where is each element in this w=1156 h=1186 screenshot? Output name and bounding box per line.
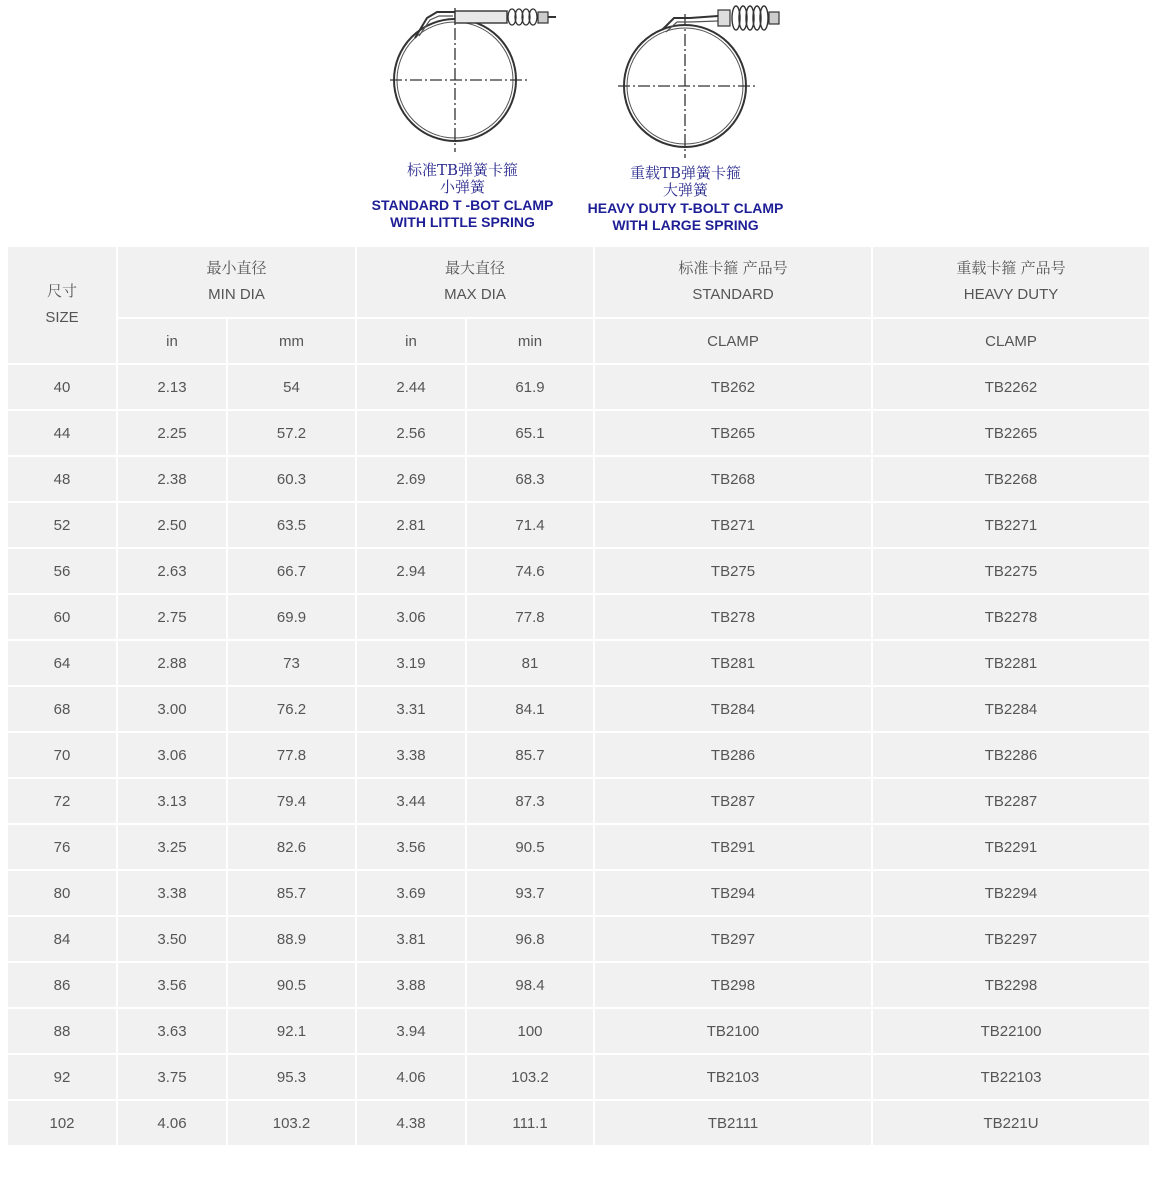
max-in-cell: 3.06 — [356, 594, 466, 640]
table-row — [7, 502, 1150, 548]
heavy-duty-clamp-header: 重载卡箍 产品号 HEAVY DUTY — [872, 246, 1150, 318]
standard-part-cell: TB291 — [594, 824, 872, 870]
min-mm-cell: 57.2 — [227, 410, 356, 456]
min-in-cell: 3.63 — [117, 1008, 227, 1054]
min-mm-cell: 88.9 — [227, 916, 356, 962]
min-in-cell: 3.38 — [117, 870, 227, 916]
max-mm-cell: 111.1 — [466, 1100, 594, 1146]
max-mm-cell: 68.3 — [466, 456, 594, 502]
max-mm-cell: 71.4 — [466, 502, 594, 548]
max-in-cell: 2.69 — [356, 456, 466, 502]
table-row — [7, 548, 1150, 594]
min-mm-cell: 73 — [227, 640, 356, 686]
max-mm-cell: 93.7 — [466, 870, 594, 916]
heavy-duty-clamp-drawing-icon — [578, 0, 793, 165]
table-header-row — [7, 246, 1150, 318]
heavy-duty-caption-cn-1: 重载TB弹簧卡箍 — [629, 164, 742, 182]
heavy-duty-part-cell: TB2291 — [872, 824, 1150, 870]
size-cell: 92 — [7, 1054, 117, 1100]
size-cell: 48 — [7, 456, 117, 502]
max-in-cell: 3.88 — [356, 962, 466, 1008]
min-in-cell: 2.25 — [117, 410, 227, 456]
max-in-cell: 2.56 — [356, 410, 466, 456]
table-row — [7, 732, 1150, 778]
heavy-duty-caption-en-2: WITH LARGE SPRING — [612, 217, 759, 233]
min-mm-cell: 69.9 — [227, 594, 356, 640]
size-cell: 52 — [7, 502, 117, 548]
heavy-duty-part-cell: TB2281 — [872, 640, 1150, 686]
heavy-duty-caption-cn-2: 大弹簧 — [662, 181, 708, 199]
size-cell: 76 — [7, 824, 117, 870]
standard-part-cell: TB278 — [594, 594, 872, 640]
max-in-cell: 3.81 — [356, 916, 466, 962]
standard-part-cell: TB268 — [594, 456, 872, 502]
max-mm-cell: 65.1 — [466, 410, 594, 456]
table-row — [7, 640, 1150, 686]
size-cell: 88 — [7, 1008, 117, 1054]
heavy-duty-part-cell: TB2268 — [872, 456, 1150, 502]
min-mm-cell: 95.3 — [227, 1054, 356, 1100]
min-in-cell: 2.63 — [117, 548, 227, 594]
size-cell: 64 — [7, 640, 117, 686]
standard-clamp-header: 标准卡箍 产品号 STANDARD — [594, 246, 872, 318]
min-dia-header: 最小直径 MIN DIA — [117, 246, 356, 318]
max-in-cell: 3.69 — [356, 870, 466, 916]
min-in-cell: 2.38 — [117, 456, 227, 502]
standard-part-cell: TB262 — [594, 364, 872, 410]
heavy-duty-part-cell: TB22103 — [872, 1054, 1150, 1100]
max-mm-cell: 103.2 — [466, 1054, 594, 1100]
size-cell: 102 — [7, 1100, 117, 1146]
table-row — [7, 870, 1150, 916]
max-mm-cell: 81 — [466, 640, 594, 686]
standard-caption-en-2: WITH LITTLE SPRING — [390, 214, 535, 230]
size-cell: 84 — [7, 916, 117, 962]
min-in-cell: 2.13 — [117, 364, 227, 410]
max-in-cell: 2.44 — [356, 364, 466, 410]
size-cell: 80 — [7, 870, 117, 916]
min-in-cell: 3.00 — [117, 686, 227, 732]
heavy-duty-part-cell: TB2271 — [872, 502, 1150, 548]
min-mm-cell: 92.1 — [227, 1008, 356, 1054]
max-dia-header: 最大直径 MAX DIA — [356, 246, 594, 318]
min-mm-cell: 103.2 — [227, 1100, 356, 1146]
table-body — [7, 364, 1150, 1146]
min-in-cell: 2.75 — [117, 594, 227, 640]
table-row — [7, 1008, 1150, 1054]
size-cell: 72 — [7, 778, 117, 824]
min-mm-cell: 66.7 — [227, 548, 356, 594]
min-in-cell: 4.06 — [117, 1100, 227, 1146]
standard-part-cell: TB275 — [594, 548, 872, 594]
max-mm-cell: 100 — [466, 1008, 594, 1054]
min-mm-cell: 79.4 — [227, 778, 356, 824]
heavy-duty-part-cell: TB2297 — [872, 916, 1150, 962]
min-in-cell: 3.50 — [117, 916, 227, 962]
min-mm-cell: 77.8 — [227, 732, 356, 778]
standard-caption-en-1: STANDARD T -BOT CLAMP — [371, 197, 554, 213]
size-cell: 70 — [7, 732, 117, 778]
max-in-cell: 4.06 — [356, 1054, 466, 1100]
size-header: 尺寸 SIZE — [7, 246, 117, 364]
standard-part-cell: TB2111 — [594, 1100, 872, 1146]
table-row — [7, 1100, 1150, 1146]
standard-part-cell: TB287 — [594, 778, 872, 824]
standard-part-cell: TB298 — [594, 962, 872, 1008]
max-mm-cell: 98.4 — [466, 962, 594, 1008]
standard-part-cell: TB284 — [594, 686, 872, 732]
table-row — [7, 456, 1150, 502]
max-in-cell: 3.94 — [356, 1008, 466, 1054]
min-mm-cell: 63.5 — [227, 502, 356, 548]
heavy-duty-part-cell: TB22100 — [872, 1008, 1150, 1054]
min-mm-cell: 85.7 — [227, 870, 356, 916]
standard-part-cell: TB281 — [594, 640, 872, 686]
standard-part-cell: TB286 — [594, 732, 872, 778]
min-in-cell: 3.13 — [117, 778, 227, 824]
max-mm-cell: 84.1 — [466, 686, 594, 732]
table-subheader-row — [7, 318, 1150, 364]
max-in-cell: 2.94 — [356, 548, 466, 594]
table-row — [7, 686, 1150, 732]
min-mm-cell: 90.5 — [227, 962, 356, 1008]
table-row — [7, 962, 1150, 1008]
heavy-duty-part-cell: TB221U — [872, 1100, 1150, 1146]
table-row — [7, 1054, 1150, 1100]
size-cell: 40 — [7, 364, 117, 410]
min-in-cell: 2.88 — [117, 640, 227, 686]
max-mm-cell: 87.3 — [466, 778, 594, 824]
standard-clamp-subheader: CLAMP — [594, 318, 872, 364]
size-cell: 86 — [7, 962, 117, 1008]
min-mm-cell: 76.2 — [227, 686, 356, 732]
min-mm-cell: 82.6 — [227, 824, 356, 870]
heavy-duty-part-cell: TB2286 — [872, 732, 1150, 778]
standard-clamp-drawing-icon — [355, 0, 570, 165]
min-in-cell: 3.25 — [117, 824, 227, 870]
clamp-spec-table — [6, 245, 1151, 1147]
min-in-cell: 3.06 — [117, 732, 227, 778]
size-cell: 68 — [7, 686, 117, 732]
min-in-subheader: in — [117, 318, 227, 364]
min-in-cell: 3.56 — [117, 962, 227, 1008]
standard-part-cell: TB294 — [594, 870, 872, 916]
max-mm-cell: 61.9 — [466, 364, 594, 410]
standard-part-cell: TB2100 — [594, 1008, 872, 1054]
heavy-duty-part-cell: TB2265 — [872, 410, 1150, 456]
max-mm-cell: 77.8 — [466, 594, 594, 640]
min-in-cell: 2.50 — [117, 502, 227, 548]
standard-caption-cn-2: 小弹簧 — [439, 178, 485, 196]
size-cell: 60 — [7, 594, 117, 640]
min-mm-cell: 60.3 — [227, 456, 356, 502]
min-in-cell: 3.75 — [117, 1054, 227, 1100]
heavy-duty-clamp-figure — [578, 0, 793, 240]
standard-clamp-figure — [355, 0, 570, 240]
standard-part-cell: TB297 — [594, 916, 872, 962]
max-in-cell: 4.38 — [356, 1100, 466, 1146]
table-row — [7, 824, 1150, 870]
max-in-cell: 3.44 — [356, 778, 466, 824]
table-row — [7, 594, 1150, 640]
min-mm-cell: 54 — [227, 364, 356, 410]
heavy-duty-part-cell: TB2284 — [872, 686, 1150, 732]
heavy-duty-part-cell: TB2287 — [872, 778, 1150, 824]
table-row — [7, 778, 1150, 824]
max-in-cell: 2.81 — [356, 502, 466, 548]
table-row — [7, 410, 1150, 456]
max-mm-cell: 90.5 — [466, 824, 594, 870]
heavy-duty-clamp-subheader: CLAMP — [872, 318, 1150, 364]
standard-part-cell: TB271 — [594, 502, 872, 548]
min-mm-subheader: mm — [227, 318, 356, 364]
size-cell: 44 — [7, 410, 117, 456]
max-mm-subheader: min — [466, 318, 594, 364]
heavy-duty-part-cell: TB2294 — [872, 870, 1150, 916]
max-mm-cell: 96.8 — [466, 916, 594, 962]
standard-part-cell: TB265 — [594, 410, 872, 456]
max-in-subheader: in — [356, 318, 466, 364]
max-in-cell: 3.38 — [356, 732, 466, 778]
max-mm-cell: 85.7 — [466, 732, 594, 778]
heavy-duty-part-cell: TB2275 — [872, 548, 1150, 594]
table-row — [7, 916, 1150, 962]
max-in-cell: 3.56 — [356, 824, 466, 870]
heavy-duty-part-cell: TB2262 — [872, 364, 1150, 410]
max-mm-cell: 74.6 — [466, 548, 594, 594]
max-in-cell: 3.31 — [356, 686, 466, 732]
max-in-cell: 3.19 — [356, 640, 466, 686]
heavy-duty-part-cell: TB2278 — [872, 594, 1150, 640]
standard-caption-cn-1: 标准TB弹簧卡箍 — [406, 161, 519, 179]
heavy-duty-part-cell: TB2298 — [872, 962, 1150, 1008]
standard-part-cell: TB2103 — [594, 1054, 872, 1100]
heavy-duty-caption-en-1: HEAVY DUTY T-BOLT CLAMP — [587, 200, 784, 216]
size-cell: 56 — [7, 548, 117, 594]
table-row — [7, 364, 1150, 410]
